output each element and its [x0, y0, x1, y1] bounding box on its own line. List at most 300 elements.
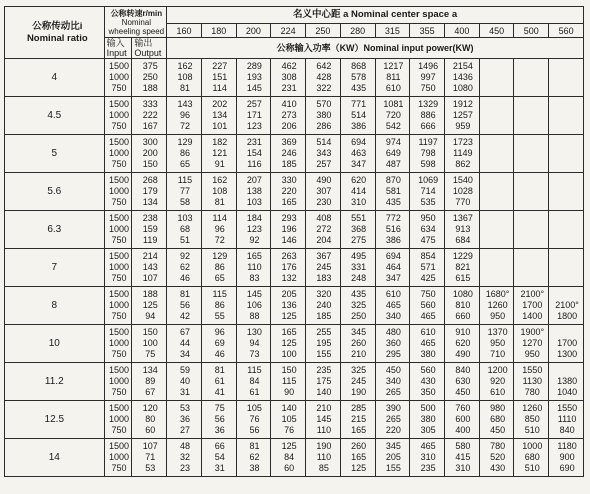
power-cell-value: 101: [212, 121, 228, 131]
ratio-cell: 10: [5, 325, 105, 363]
output-speed-cell-value: 250: [142, 72, 158, 82]
power-cell-value: 920: [490, 376, 506, 386]
power-cell-value: 125: [281, 311, 297, 321]
power-cell-value: 610: [385, 289, 401, 299]
power-cell-value: 227: [212, 61, 228, 71]
power-cell: [271, 287, 306, 325]
power-cell-value: [482, 83, 514, 94]
output-speed-cell-value: 107: [142, 441, 158, 451]
output-speed-header: [132, 38, 167, 59]
power-cell: [549, 363, 584, 401]
power-cell: [340, 59, 375, 97]
power-cell-value: 143: [177, 99, 193, 109]
power-cell-value: 1028: [452, 186, 473, 196]
power-cell-value: 255: [316, 327, 332, 337]
power-cell-value: 55: [214, 311, 225, 321]
power-cell: [410, 173, 445, 211]
power-cell-value: 230: [316, 197, 332, 207]
power-cell: [375, 173, 410, 211]
power-cell-value: 125: [281, 441, 297, 451]
power-cell: [167, 401, 202, 439]
power-cell: [444, 211, 479, 249]
table-row: [5, 97, 584, 135]
power-cell-value: 46: [214, 349, 225, 359]
power-cell-value: 1197: [418, 137, 438, 147]
power-cell-value: 115: [212, 289, 227, 299]
power-cell-value: 408: [316, 213, 332, 223]
power-cell-value: 840: [455, 365, 471, 375]
power-cell: [549, 97, 584, 135]
speed-header-en-1: Nominal: [121, 17, 152, 27]
input-speed-cell-value: 750: [111, 387, 127, 397]
power-cell-value: 1080: [452, 289, 473, 299]
input-speed-cell-value: 1000: [108, 300, 129, 310]
ratio-cell: 11.2: [5, 363, 105, 401]
power-cell: [514, 135, 549, 173]
power-cell-value: 260: [351, 441, 367, 451]
power-cell: [201, 59, 236, 97]
power-cell-value: 60: [284, 463, 295, 473]
power-cell-value: 380: [420, 349, 436, 359]
power-cell: [375, 97, 410, 135]
power-cell-value: 86: [179, 148, 190, 158]
input-power-header: 公称输入功率（KW）Nominal input power(KW): [167, 38, 584, 59]
power-cell-value: 886: [420, 110, 436, 120]
power-cell-value: 369: [281, 137, 297, 147]
power-cell-value: [482, 197, 514, 208]
power-cell: [201, 97, 236, 135]
power-cell: [236, 211, 271, 249]
power-cell-value: 430: [420, 376, 436, 386]
power-cell: [444, 287, 479, 325]
input-speed-cell-value: 1000: [108, 262, 129, 272]
power-cell-value: 560: [420, 300, 436, 310]
power-cell-value: [516, 213, 548, 224]
power-cell-value: 65: [214, 273, 225, 283]
power-cell-value: 1700: [522, 300, 543, 310]
output-speed-cell-value: 89: [145, 376, 156, 386]
power-cell-value: 246: [281, 148, 297, 158]
input-speed-cell-value: 750: [111, 311, 127, 321]
power-cell-value: 610: [385, 83, 401, 93]
power-cell-value: 1270: [522, 338, 543, 348]
power-cell-value: 1540: [452, 175, 473, 185]
power-cell-value: [482, 148, 514, 159]
power-cell-value: 520: [490, 452, 506, 462]
power-cell-value: 75: [214, 403, 225, 413]
power-cell-value: 760: [455, 403, 471, 413]
power-cell-value: 514: [351, 110, 367, 120]
power-cell-value: 67: [179, 327, 190, 337]
ratio-header-en: Nominal ratio: [26, 32, 88, 44]
power-cell-value: 310: [455, 463, 471, 473]
power-cell-value: 714: [420, 186, 436, 196]
power-cell-value: 235: [316, 365, 332, 375]
power-cell-value: 950: [524, 349, 540, 359]
center-distance-header: 名义中心距 a Nominal center space a: [167, 7, 584, 24]
power-cell-value: 1040: [557, 387, 578, 397]
power-cell-value: 868: [351, 61, 367, 71]
power-cell: [167, 173, 202, 211]
power-cell-value: 275: [351, 235, 367, 245]
output-speed-cell-value: 159: [142, 224, 158, 234]
power-cell-value: 265: [385, 414, 401, 424]
input-speed-cell-value: 1500: [108, 137, 129, 147]
power-cell-value: 293: [281, 213, 297, 223]
power-cell-value: [482, 175, 514, 186]
input-speed-cell-value: 750: [111, 83, 127, 93]
power-cell-value: 110: [316, 425, 332, 435]
input-speed-cell: [104, 439, 132, 477]
input-speed-cell-value: 1500: [108, 213, 129, 223]
power-cell-value: 386: [351, 121, 367, 131]
power-cell-value: 132: [281, 273, 297, 283]
power-cell-value: 1436: [452, 72, 473, 82]
power-cell-value: 642: [316, 61, 332, 71]
power-cell-value: 380: [316, 110, 332, 120]
power-cell-value: 610: [420, 327, 436, 337]
power-cell-value: 510: [524, 463, 540, 473]
power-cell-value: [551, 273, 583, 284]
power-cell: [549, 325, 584, 363]
power-cell-value: 615: [455, 273, 471, 283]
power-cell: [340, 439, 375, 477]
power-cell-value: 347: [351, 159, 367, 169]
power-cell-value: 780: [524, 387, 540, 397]
power-cell-value: 151: [212, 72, 228, 82]
power-cell: [479, 97, 514, 135]
power-cell-value: 91: [214, 159, 225, 169]
power-cell: [444, 439, 479, 477]
power-cell: [514, 439, 549, 477]
power-cell-value: 65: [179, 159, 190, 169]
ratio-cell: 8: [5, 287, 105, 325]
power-cell-value: 598: [420, 159, 436, 169]
power-cell-value: [516, 186, 548, 197]
output-speed-cell: [132, 97, 167, 135]
power-cell-value: 551: [351, 213, 367, 223]
output-speed-cell-value: 100: [142, 338, 158, 348]
power-cell-value: 58: [179, 197, 190, 207]
power-cell: [340, 97, 375, 135]
power-cell-value: 286: [316, 121, 332, 131]
power-cell-value: 92: [249, 235, 260, 245]
input-speed-cell-value: 750: [111, 159, 127, 169]
power-cell-value: 257: [316, 159, 332, 169]
power-cell: [306, 97, 341, 135]
power-cell: [549, 173, 584, 211]
power-cell-value: [551, 61, 583, 72]
power-cell-value: 322: [316, 83, 332, 93]
power-cell-value: 88: [249, 311, 260, 321]
power-cell: [167, 59, 202, 97]
power-cell-value: 1550: [557, 403, 578, 413]
input-speed-cell-value: 750: [111, 197, 127, 207]
table-row: [5, 439, 584, 477]
power-cell-value: 165: [246, 251, 262, 261]
power-cell: [444, 401, 479, 439]
input-speed-cell-value: 1500: [108, 365, 129, 375]
power-cell: [410, 439, 445, 477]
power-cell-value: 475: [420, 235, 436, 245]
power-cell-value: 1081: [383, 99, 404, 109]
input-cn: 输入: [106, 38, 125, 48]
power-cell-value: 974: [385, 137, 401, 147]
input-speed-cell-value: 1000: [108, 186, 129, 196]
power-cell: [375, 211, 410, 249]
power-cell-value: 145: [246, 289, 262, 299]
ratio-cell: 7: [5, 249, 105, 287]
power-cell-value: 660: [455, 311, 471, 321]
power-cell-value: 175: [316, 376, 332, 386]
power-cell: [306, 401, 341, 439]
power-cell-value: 854: [420, 251, 436, 261]
power-cell-value: [482, 110, 514, 121]
power-cell: [410, 135, 445, 173]
power-cell-value: 90: [284, 387, 295, 397]
power-cell: [167, 439, 202, 477]
power-cell: [479, 439, 514, 477]
power-cell-value: 134: [212, 110, 228, 120]
power-cell-value: 680: [524, 452, 540, 462]
output-speed-cell-value: 75: [145, 349, 156, 359]
power-cell-value: 32: [179, 452, 190, 462]
power-cell-value: 620: [351, 175, 367, 185]
output-speed-cell: [132, 135, 167, 173]
input-speed-cell-value: 1500: [108, 289, 129, 299]
power-cell-value: [516, 159, 548, 170]
power-cell-value: [551, 289, 583, 300]
power-cell: [375, 363, 410, 401]
input-speed-cell: [104, 173, 132, 211]
power-cell-value: 360: [385, 338, 401, 348]
power-cell-value: 103: [177, 213, 193, 223]
power-cell: [444, 135, 479, 173]
power-cell-value: 368: [351, 224, 367, 234]
power-cell-value: 72: [214, 235, 225, 245]
input-speed-cell: [104, 287, 132, 325]
power-cell-value: 115: [282, 376, 297, 386]
power-cell-value: 176: [281, 262, 297, 272]
input-speed-cell-value: 1500: [108, 441, 129, 451]
power-cell: [167, 363, 202, 401]
power-cell-value: 114: [212, 83, 227, 93]
power-cell-value: 38: [249, 463, 260, 473]
power-cell-value: 330: [281, 175, 297, 185]
power-cell: [201, 249, 236, 287]
power-cell-value: [516, 148, 548, 159]
power-cell-value: 495: [351, 251, 367, 261]
power-cell-value: [551, 148, 583, 159]
output-speed-cell-value: 80: [145, 414, 156, 424]
power-cell: [306, 59, 341, 97]
input-speed-cell: [104, 325, 132, 363]
output-speed-cell-value: 222: [142, 110, 158, 120]
input-speed-cell: [104, 97, 132, 135]
output-speed-cell-value: 120: [142, 403, 158, 413]
power-cell-value: 184: [246, 213, 262, 223]
power-cell-value: 76: [249, 414, 260, 424]
power-cell: [479, 59, 514, 97]
power-cell-value: 367: [316, 251, 332, 261]
power-cell: [271, 59, 306, 97]
power-cell-value: 31: [214, 463, 225, 473]
power-cell-value: 950: [490, 338, 506, 348]
power-cell-value: 123: [246, 224, 262, 234]
power-cell: [236, 363, 271, 401]
power-cell-value: [551, 121, 583, 132]
power-cell-value: 96: [179, 110, 190, 120]
power-cell-value: 430: [490, 463, 506, 473]
power-cell-value: 386: [385, 235, 401, 245]
power-cell-value: 125: [281, 338, 297, 348]
power-cell-value: 165: [351, 425, 367, 435]
power-cell-value: 571: [420, 262, 436, 272]
input-speed-cell-value: 1000: [108, 376, 129, 386]
power-cell-value: 435: [351, 83, 367, 93]
power-cell-value: 516: [385, 224, 401, 234]
power-cell: [410, 287, 445, 325]
input-speed-cell-value: 1000: [108, 148, 129, 158]
power-cell-value: 465: [420, 338, 436, 348]
input-speed-cell-value: 750: [111, 235, 127, 245]
power-cell-value: 490: [455, 349, 471, 359]
power-cell: [514, 363, 549, 401]
input-speed-cell-value: 1500: [108, 251, 129, 261]
power-cell: [479, 249, 514, 287]
power-cell-value: 115: [247, 365, 262, 375]
power-cell-value: 108: [177, 72, 193, 82]
power-cell-value: 630: [455, 376, 471, 386]
output-speed-cell-value: 333: [142, 99, 158, 109]
power-cell-value: 1149: [453, 148, 473, 158]
power-cell-value: 350: [420, 387, 436, 397]
power-cell-value: 115: [177, 175, 193, 185]
power-cell-value: 1400: [522, 311, 543, 321]
input-speed-cell-value: 1000: [108, 414, 129, 424]
power-cell: [340, 211, 375, 249]
power-cell-value: 821: [455, 262, 471, 272]
power-cell-value: 81: [179, 289, 190, 299]
power-cell-value: 578: [351, 72, 367, 82]
power-cell-value: 310: [351, 197, 367, 207]
power-cell-value: 480: [385, 327, 401, 337]
power-cell-value: 1800: [557, 311, 578, 321]
power-cell: [375, 249, 410, 287]
power-cell: [201, 439, 236, 477]
power-cell: [514, 97, 549, 135]
power-cell: [375, 59, 410, 97]
power-cell: [410, 325, 445, 363]
power-cell-value: [482, 186, 514, 197]
power-cell-value: 780: [490, 441, 506, 451]
input-speed-cell-value: 750: [111, 273, 127, 283]
table-row: [5, 287, 584, 325]
power-cell-value: 56: [249, 425, 260, 435]
power-cell-value: 862: [455, 159, 471, 169]
power-cell-value: 85: [318, 463, 329, 473]
power-cell-value: 86: [214, 300, 225, 310]
power-cell-value: 81: [179, 83, 190, 93]
power-cell: [410, 363, 445, 401]
power-cell: [514, 249, 549, 287]
power-cell: [306, 249, 341, 287]
power-cell-value: [516, 137, 548, 148]
power-cell-value: [516, 251, 548, 262]
power-cell-value: [482, 137, 514, 148]
power-cell-value: 162: [212, 175, 228, 185]
output-speed-cell-value: 53: [145, 463, 156, 473]
power-cell-value: 450: [385, 365, 401, 375]
table-row: [5, 135, 584, 173]
output-speed-cell-value: 167: [142, 121, 158, 131]
power-cell-value: 196: [281, 224, 297, 234]
input-speed-cell-value: 750: [111, 425, 127, 435]
power-cell: [236, 325, 271, 363]
power-cell-value: 811: [386, 72, 401, 82]
power-cell-value: 1700: [557, 338, 578, 348]
power-cell-value: 308: [281, 72, 297, 82]
power-cell-value: 634: [420, 224, 436, 234]
power-cell-value: 910: [455, 327, 471, 337]
power-cell-value: 580: [455, 441, 471, 451]
spec-sheet: [4, 6, 584, 477]
power-cell: [410, 59, 445, 97]
power-cell-value: 36: [179, 414, 190, 424]
power-cell-value: [551, 159, 583, 170]
power-cell-value: 36: [214, 425, 225, 435]
power-cell-value: 690: [559, 463, 575, 473]
power-cell-value: 272: [316, 224, 332, 234]
power-cell-value: 450: [455, 387, 471, 397]
power-cell-value: 56: [179, 300, 190, 310]
power-cell-value: [551, 72, 583, 83]
output-speed-cell-value: 300: [142, 137, 158, 147]
power-cell-value: 206: [281, 121, 297, 131]
power-cell: [514, 211, 549, 249]
power-cell-value: 997: [420, 72, 436, 82]
power-cell-value: 465: [385, 300, 401, 310]
power-cell: [167, 97, 202, 135]
power-cell-value: 53: [179, 403, 190, 413]
power-cell-value: 1329: [418, 99, 439, 109]
power-cell: [514, 287, 549, 325]
power-cell: [549, 59, 584, 97]
power-cell-value: 1200: [487, 365, 508, 375]
power-cell-value: 694: [351, 137, 367, 147]
power-cell: [479, 401, 514, 439]
power-cell: [375, 439, 410, 477]
power-cell-value: 1217: [383, 61, 404, 71]
power-cell-value: 108: [212, 186, 228, 196]
input-en: Input: [106, 48, 127, 58]
power-cell-value: [482, 235, 514, 246]
power-cell-value: 295: [385, 349, 401, 359]
ratio-cell: 14: [5, 439, 105, 477]
power-cell: [479, 363, 514, 401]
power-cell-value: 105: [246, 403, 262, 413]
power-cell-value: 840: [559, 425, 575, 435]
power-cell-value: 414: [351, 186, 367, 196]
power-cell-value: 1723: [452, 137, 473, 147]
power-cell-value: 1496: [418, 61, 439, 71]
power-cell-value: 190: [316, 441, 332, 451]
output-speed-cell: [132, 287, 167, 325]
power-cell: [549, 401, 584, 439]
power-cell: [271, 173, 306, 211]
output-speed-cell: [132, 363, 167, 401]
power-cell-value: 514: [316, 137, 332, 147]
